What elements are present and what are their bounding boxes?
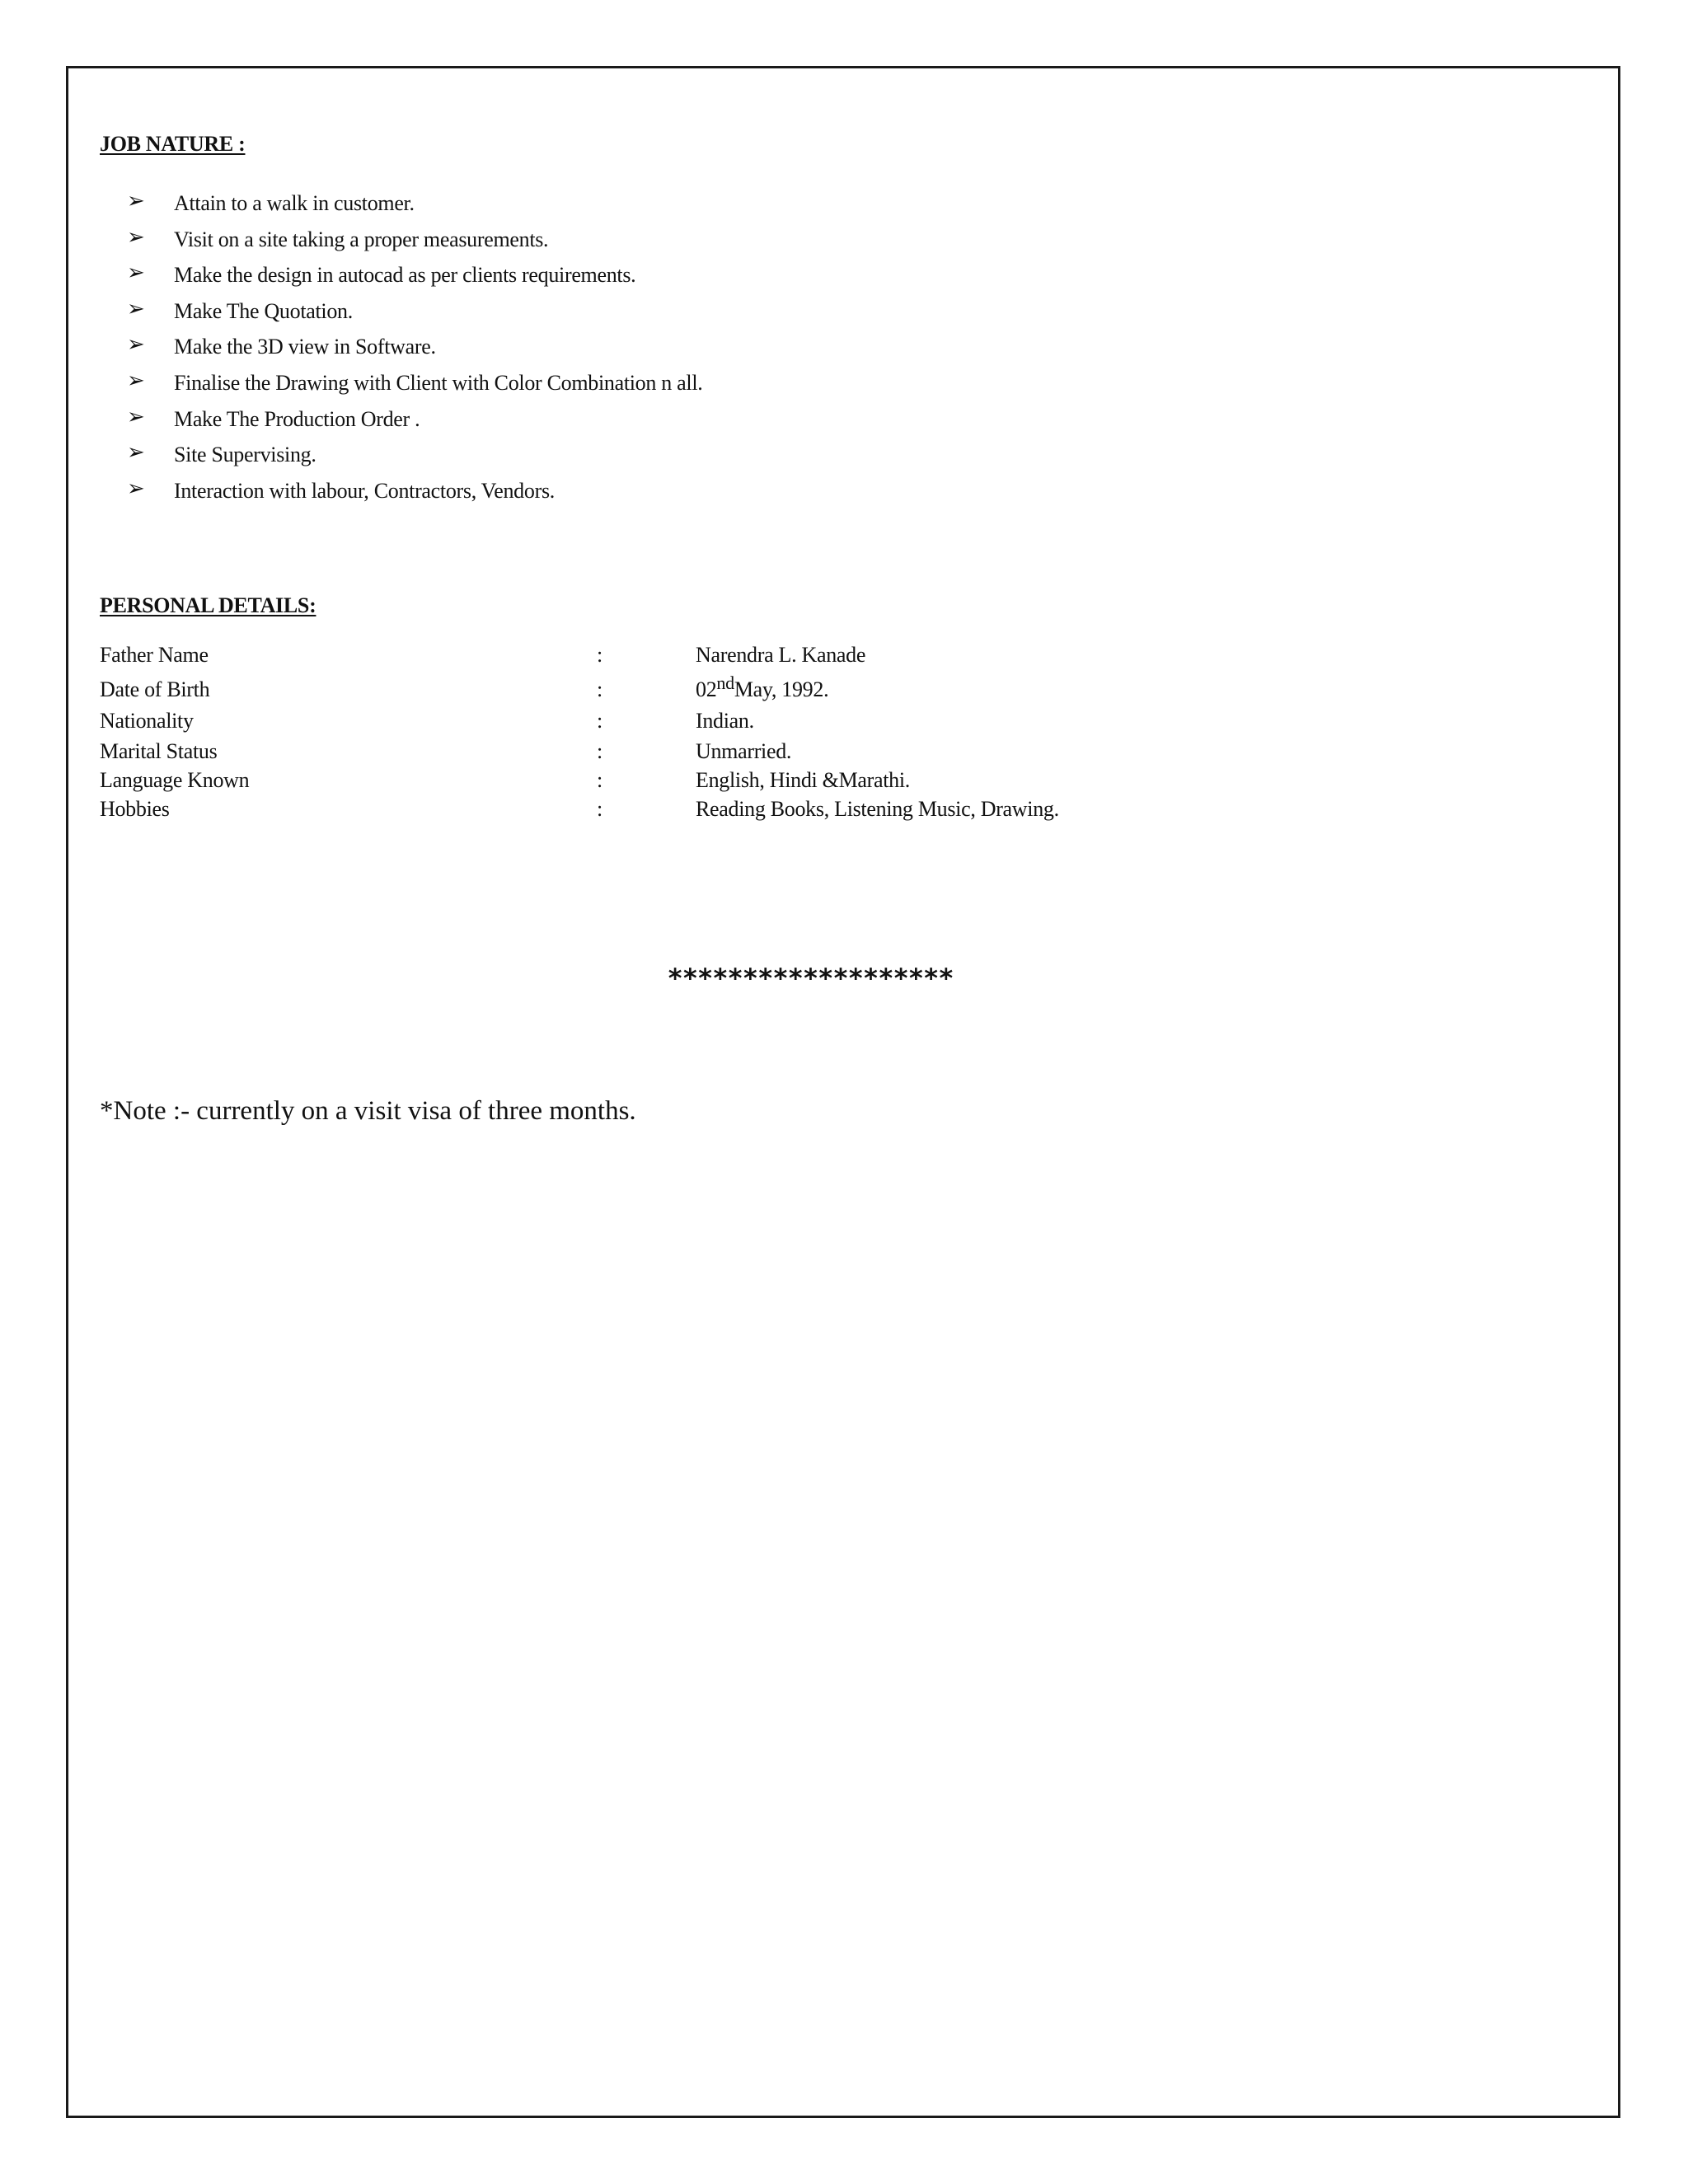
list-item (124, 401, 702, 438)
detail-label: Date of Birth (100, 677, 210, 701)
detail-value: Unmarried. (696, 739, 792, 763)
list-item (124, 185, 702, 222)
detail-separator: : (597, 677, 603, 701)
job-item-text: Finalise the Drawing with Client with Color Combination n all. (174, 370, 703, 395)
arrowhead-bullet-icon: ➢ (127, 332, 145, 358)
detail-label: Father Name (100, 643, 209, 667)
arrowhead-bullet-icon: ➢ (127, 296, 145, 321)
arrowhead-bullet-icon: ➢ (127, 368, 145, 393)
detail-value: Narendra L. Kanade (696, 643, 866, 667)
list-item (124, 473, 702, 509)
detail-separator: : (597, 709, 603, 733)
detail-label: Hobbies (100, 797, 170, 821)
visa-note: *Note :- currently on a visit visa of three months. (100, 1096, 636, 1126)
detail-label: Nationality (100, 709, 194, 733)
dob-ordinal: nd (716, 673, 734, 693)
list-item (124, 222, 702, 258)
job-item-text: Make the 3D view in Software. (174, 335, 436, 359)
arrowhead-bullet-icon: ➢ (127, 404, 145, 429)
arrowhead-bullet-icon: ➢ (127, 440, 145, 466)
arrowhead-bullet-icon: ➢ (127, 189, 145, 213)
arrowhead-bullet-icon: ➢ (127, 476, 145, 501)
personal-details-heading: PERSONAL DETAILS: (100, 593, 316, 617)
arrowhead-bullet-icon: ➢ (127, 260, 145, 286)
detail-label: Marital Status (100, 739, 218, 763)
list-item (124, 293, 702, 330)
job-item-text: Make the design in autocad as per clients requirements. (174, 263, 636, 288)
detail-value: English, Hindi &Marathi. (696, 768, 910, 792)
detail-separator: : (597, 768, 603, 792)
detail-separator: : (597, 739, 603, 763)
list-item (124, 365, 702, 401)
detail-value (696, 673, 829, 702)
job-item-text: Visit on a site taking a proper measurements. (174, 227, 549, 251)
job-nature-heading: JOB NATURE : (100, 132, 246, 156)
job-item-text: Make The Quotation. (174, 298, 353, 323)
detail-value: Indian. (696, 709, 754, 733)
list-item (124, 257, 702, 293)
job-item-text: Interaction with labour, Contractors, Vendors. (174, 478, 555, 503)
job-item-text: Attain to a walk in customer. (174, 191, 415, 215)
detail-separator: : (597, 643, 603, 667)
job-nature-list (124, 185, 702, 509)
detail-label: Language Known (100, 768, 250, 792)
dob-day: 02 (696, 677, 717, 701)
detail-value: Reading Books, Listening Music, Drawing. (696, 797, 1059, 821)
list-item (124, 437, 702, 473)
job-item-text: Site Supervising. (174, 443, 316, 467)
asterisk-divider: ******************* (667, 963, 954, 994)
job-item-text: Make The Production Order . (174, 406, 420, 431)
detail-separator: : (597, 797, 603, 821)
dob-month-year: May, 1992. (734, 677, 829, 701)
arrowhead-bullet-icon: ➢ (127, 224, 145, 250)
list-item (124, 329, 702, 365)
